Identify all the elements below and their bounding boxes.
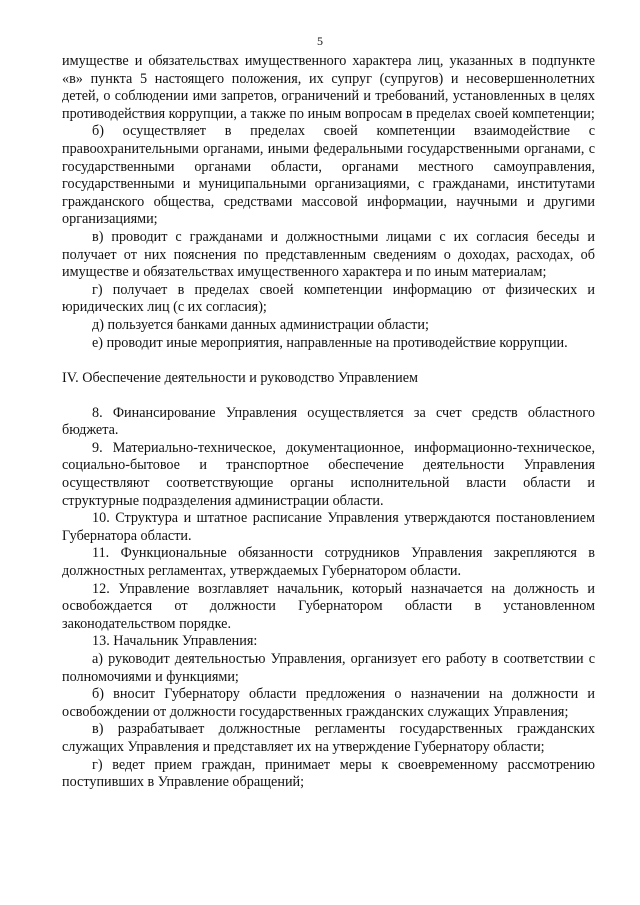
- paragraph-8: 8. Финансирование Управления осуществляется за счет средств областного бюджета.: [62, 404, 595, 439]
- paragraph-item-b: б) осуществляет в пределах своей компетенции взаимодействие с правоохранительными органами, иными федеральными государственными органами, с государственными органами области, органами местного самоуправления, государственными и муниципальными организациями, с гражданами, институтами гражданского общества, средствами массовой информации, научными и другими организациями;: [62, 123, 595, 228]
- page-number: 5: [317, 34, 323, 48]
- paragraph-item-e: е) проводит иные мероприятия, направленные на противодействие коррупции.: [92, 334, 568, 351]
- paragraph-item-d: д) пользуется банками данных администрации области;: [92, 316, 429, 333]
- paragraph-item-v: в) проводит с гражданами и должностными лицами с их согласия беседы и получает от них пояснения по представленным сведениям о доходах, расходах, об имуществе и обязательствах имущественного характера и по иным материалам;: [62, 228, 595, 281]
- paragraph-13-g: г) ведет прием граждан, принимает меры к своевременному рассмотрению поступивших в Управление обращений;: [62, 756, 595, 791]
- paragraph-9: 9. Материально-техническое, документационное, информационно-техническое, социально-бытовое и транспортное обеспечение деятельности Управления осуществляют соответствующие органы исполнительной власти области и структурные подразделения администрации области.: [62, 439, 595, 509]
- paragraph-13-v: в) разрабатывает должностные регламенты государственных гражданских служащих Управления и представляет их на утверждение Губернатору области;: [62, 721, 595, 755]
- paragraph-continuation: имуществе и обязательствах имущественного характера лиц, указанных в подпункте «в» пункта 5 настоящего положения, их супруг (супругов) и несовершеннолетних детей, о соблюдении ими запретов, ограничений и требований, установленных в целях противодействия коррупции, а также по иным вопросам в пределах своей компетенции;: [62, 53, 595, 122]
- paragraph-13-b: б) вносит Губернатору области предложения о назначении на должности и освобождении от должности государственных гражданских служащих Управления;: [62, 686, 595, 720]
- document-body: [62, 53, 595, 792]
- section-heading: IV. Обеспечение деятельности и руководство Управлением: [62, 370, 418, 387]
- paragraph-13: 13. Начальник Управления:: [92, 633, 258, 650]
- paragraph-13-a: а) руководит деятельностью Управления, организует его работу в соответствии с полномочиями и функциями;: [62, 651, 595, 685]
- paragraph-12: 12. Управление возглавляет начальник, который назначается на должность и освобождается от должности Губернатором области в установленном законодательством порядке.: [62, 580, 595, 632]
- paragraph-11: 11. Функциональные обязанности сотрудников Управления закрепляются в должностных регламентах, утверждаемых Губернатором области.: [62, 545, 595, 580]
- paragraph-10: 10. Структура и штатное расписание Управления утверждаются постановлением Губернатора области.: [62, 510, 595, 544]
- paragraph-item-g: г) получает в пределах своей компетенции информацию от физических и юридических лиц (с их согласия);: [62, 281, 595, 316]
